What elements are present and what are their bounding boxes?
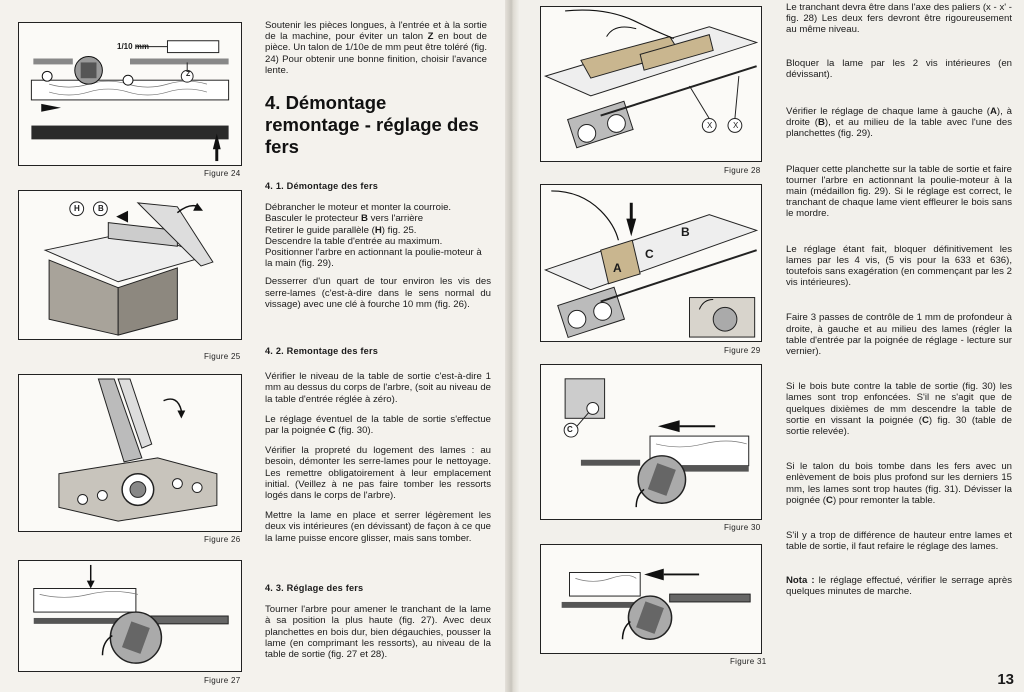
s42-paragraph-1: Vérifier le niveau de la table de sortie c'est-à-dire 1 mm au dessus du corps de l'arbre, (soit au niveau de la table d'entrée réglée à zéro).: [265, 371, 491, 405]
right-p3-ref-a: A: [989, 106, 997, 118]
figure-30: [540, 364, 762, 520]
figure-30-drawing: [541, 365, 761, 519]
s41-line-5: Positionner l'arbre en actionnant la poulie-moteur à la main (fig. 29).: [265, 247, 482, 270]
right-paragraph-6: Faire 3 passes de contrôle de 1 mm de profondeur à droite, à gauche et au milieu des lames (régler la table d'entrée par la poignée de réglage - lecture sur vernier).: [786, 312, 1012, 358]
figure-27: [18, 560, 242, 672]
right-p7-b: ) fig. 30 (table de sortie relevée).: [786, 414, 1013, 438]
fig29-letter-b: B: [681, 225, 690, 239]
section-4-2-title: 4. 2. Remontage des fers: [265, 346, 379, 356]
figure-25-drawing: [19, 191, 241, 339]
nota-label: Nota :: [786, 574, 815, 586]
s42-paragraph-3: Vérifier la propreté du logement des lames : au besoin, démonter les serre-lames pour le nettoyage. Les remettre obligatoirement à leur emplacement initial. (Veillez à ne pas faire tomber les ressorts logés dans le corps de l'arbre).: [265, 445, 491, 502]
s42-paragraph-4: Mettre la lame en place et serrer légèrement les deux vis intérieures (en dévissant) de façon à ce que la lame puisse encore glisser, mais sans tomber.: [265, 510, 491, 544]
figure-24: [18, 22, 242, 166]
figure-30-caption: Figure 30: [724, 523, 761, 532]
figure-26: [18, 374, 242, 532]
section-4-1: [265, 181, 491, 319]
figure-25-caption: Figure 25: [204, 352, 241, 361]
fig28-callout-x1: X: [707, 121, 713, 130]
fig30-callout-c: C: [567, 425, 573, 434]
right-paragraph-9: S'il y a trop de différence de hauteur entre lames et table de sortie, il faut refaire le réglage des lames.: [786, 530, 1012, 553]
fig25-callout-b: B: [98, 204, 104, 213]
right-paragraph-3: [786, 106, 1012, 140]
intro-paragraph: [265, 20, 487, 85]
right-p3-ref-b: B: [817, 117, 825, 129]
figure-29-caption: Figure 29: [724, 346, 761, 355]
figure-27-drawing: [19, 561, 241, 671]
fig29-letter-a: A: [613, 261, 622, 275]
right-p8-a: Si le talon du bois tombe dans les fers avec un enlèvement de bois plus profond sur les derniers 15 mm, les lames sont trop hautes (fig. 31). Dévisser la poignée (: [786, 461, 1012, 506]
right-p7-a: Si le bois bute contre la table de sortie (fig. 30) les lames sont trop enfoncées. S'il ne s'agit que de quelques dixièmes de mm descendre la table de sortie en vissant la poignée (: [786, 381, 1012, 426]
fig25-callout-h: H: [74, 204, 80, 213]
s41-paragraph-2: Desserrer d'un quart de tour environ les vis des serre-lames (c'est-à-dire dans le sens normal du vissage) avec une clé à fourche 10 mm (fig. 26).: [265, 276, 491, 310]
figure-28-drawing: [541, 7, 761, 161]
s42-paragraph-2a: Le réglage éventuel de la table de sortie s'effectue par la poignée: [265, 413, 491, 437]
right-p3-b: ), à droite (: [786, 106, 1012, 129]
figure-31: [540, 544, 762, 654]
figure-28-caption: Figure 28: [724, 166, 761, 175]
figure-26-drawing: [19, 375, 241, 531]
s41-line-1: Débrancher le moteur et monter la courroie.: [265, 202, 452, 214]
intro-text-1: Soutenir les pièces longues, à l'entrée et à la sortie de la machine, pour éviter un talon: [265, 20, 487, 43]
figure-31-caption: Figure 31: [730, 657, 767, 666]
nota-paragraph: [786, 575, 1012, 597]
intro-text-2: en bout de pièce. Un talon de 1/10e de mm peut être toléré (fig. 24) Pour obtenir une bonne finition, choisir l'avance lente.: [265, 31, 487, 76]
section-4-3-title: 4. 3. Réglage des fers: [265, 583, 364, 593]
right-p3-a: Vérifier le réglage de chaque lame à gauche (: [786, 106, 990, 118]
right-paragraph-8: [786, 461, 1012, 506]
s41-line-2a: Basculer le protecteur: [265, 213, 361, 225]
right-p8-ref-c: C: [826, 494, 833, 506]
s42-paragraph-2b: (fig. 30).: [335, 425, 374, 437]
section-heading: 4. Démontage remontage - réglage des fers: [265, 92, 479, 157]
page-number: 13: [997, 671, 1014, 688]
section-4-3: [265, 583, 491, 669]
s41-line-4: Descendre la table d'entrée au maximum.: [265, 235, 443, 247]
nota-text: le réglage effectué, vérifier le serrage après quelques minutes de marche.: [786, 574, 1012, 597]
book-gutter: [505, 0, 519, 692]
figure-24-caption: Figure 24: [204, 169, 241, 178]
right-paragraph-4: Plaquer cette planchette sur la table de sortie et faire tourner l'arbre en actionnant la poulie-moteur à la main (médaillon fig. 29). Si le réglage est correct, le tranchant de chaque lame vient effleurer le bois sans le mordre.: [786, 163, 1012, 220]
s41-line-3a: Retirer le guide parallèle (: [265, 224, 375, 236]
right-paragraph-2: Bloquer la lame par les 2 vis intérieures (en dévissant).: [786, 57, 1012, 80]
figure-29-drawing: [541, 185, 761, 341]
right-p3-c: ), et au milieu de la table avec l'une des planchettes (fig. 29).: [786, 117, 1013, 140]
right-paragraph-1: Le tranchant devra être dans l'axe des paliers (x - x' - fig. 28) Les deux fers devront être rigoureusement au même niveau.: [786, 2, 1012, 36]
s41-ref-h: H: [374, 224, 382, 236]
right-paragraph-5: Le réglage étant fait, bloquer définitivement les lames par les 4 vis, (5 vis pour la 633 et 636), toutefois sans exagération (en commençant par les 2 vis intérieures).: [786, 243, 1012, 289]
figure-28: [540, 6, 762, 162]
figure-27-caption: Figure 27: [204, 676, 241, 685]
fig24-dimension-label: 1/10 mm: [117, 42, 150, 51]
right-p7-ref-c: C: [921, 414, 929, 426]
figure-29: [540, 184, 762, 342]
fig28-callout-x2: X: [733, 121, 739, 130]
s41-ref-b: B: [360, 213, 368, 225]
section-4-1-title: 4. 1. Démontage des fers: [265, 181, 379, 191]
right-column-text: [786, 2, 1012, 606]
right-paragraph-7: [786, 381, 1012, 437]
fig29-letter-c: C: [645, 247, 654, 261]
s42-ref-c: C: [328, 425, 336, 437]
figure-31-drawing: [541, 545, 761, 653]
figure-26-caption: Figure 26: [204, 535, 241, 544]
s41-line-3b: ) fig. 25.: [381, 224, 417, 236]
s41-line-2b: vers l'arrière: [367, 213, 424, 225]
figure-25: [18, 190, 242, 340]
right-p8-b: ) pour remonter la table.: [832, 494, 936, 506]
intro-ref-z: Z: [427, 31, 434, 43]
section-4-2: [265, 346, 491, 553]
fig24-callout-z: Z: [186, 71, 191, 78]
s43-paragraph-1: Tourner l'arbre pour amener le tranchant de la lame à sa position la plus haute (fig. 27). Avec deux planchettes en bois dur, bien dégauchies, pousser la lame (en comprimant les ressorts), au niveau de la table de sortie (fig. 27 et 28).: [265, 604, 491, 661]
